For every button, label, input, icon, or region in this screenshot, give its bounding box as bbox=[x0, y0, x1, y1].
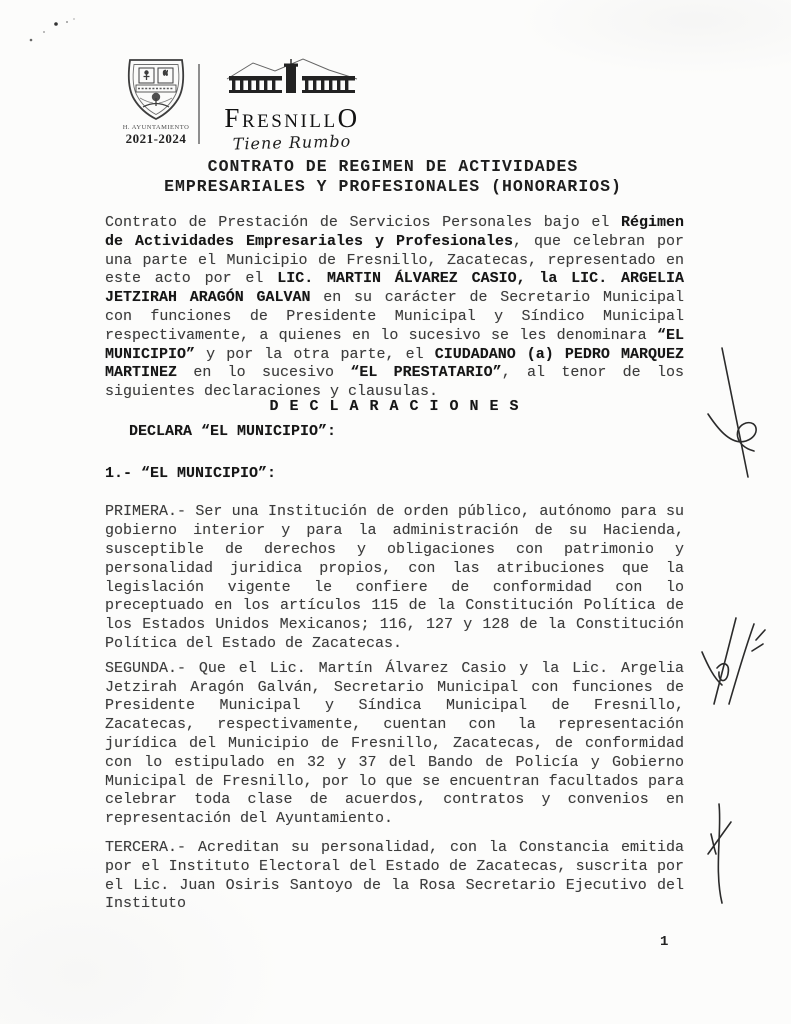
brand-tagline: Tiene Rumbo bbox=[232, 131, 352, 154]
document-body bbox=[105, 0, 684, 914]
title-line-1: CONTRATO DE REGIMEN DE ACTIVIDADES bbox=[207, 157, 579, 176]
el-prestatario-bold: “EL PRESTATARIO” bbox=[350, 364, 502, 382]
crest-period: 2021-2024 bbox=[125, 131, 187, 146]
tercera-paragraph: TERCERA.- Acreditan su personalidad, con la Constancia emitida por el Instituto Electoral del Estado de Zacatecas, suscrita por el Lic. Juan Osiris Santoyo de la Rosa Secretario Ejecutivo del Instituto bbox=[105, 838, 684, 913]
clause-1-heading: 1.- “EL MUNICIPIO”: bbox=[105, 464, 277, 482]
intro-text: Contrato de Prestación de Servicios Personales bajo el bbox=[105, 214, 621, 231]
brand-name-initial: F bbox=[224, 103, 242, 133]
regimen-bold: Régimen de Actividades Empresariales y Profesionales bbox=[105, 214, 684, 250]
primera-paragraph: PRIMERA.- Ser una Institución de orden público, autónomo para su gobierno interior y para la administración de su Hacienda, susceptible de derechos y obligaciones con patrimonio y personalidad juridica propios, con las atribuciones que la legislación vigente le confiere de conformidad con lo preceptuado en los artículos 115 de la Constitución Política de los Estados Unidos Mexicanos; 116, 127 y 128 de la Constitución Política del Estado de Zacatecas. bbox=[105, 503, 684, 652]
brand-name-final: O bbox=[337, 103, 360, 133]
declaraciones-heading: D E C L A R A C I O N E S bbox=[269, 397, 520, 415]
brand-name-mid: RESNILL bbox=[241, 111, 338, 132]
segunda-paragraph: SEGUNDA.- Que el Lic. Martín Álvarez Casio y la Lic. Argelia Jetzirah Aragón Galván, Secretario Municipal con funciones de Presidente Municipal y Síndica Municipal de Fresnillo, Zacatecas, respectivamente, cuentan con la representación jurídica del Municipio de Fresnillo, Zacatecas, de conformidad con lo estipulado en 32 y 37 del Bando de Policía y Gobierno Municipal de Fresnillo, por lo que se encuentran facultados para celebrar toda clase de acuerdos, contratos y convenios en representación del Ayuntamiento. bbox=[105, 659, 684, 828]
page-number: 1 bbox=[660, 934, 669, 950]
officials-names-bold: LIC. MARTIN ÁLVAREZ CASIO, la LIC. ARGELIA JETZIRAH ARAGÓN GALVAN bbox=[105, 270, 684, 307]
declara-municipio-heading: DECLARA “EL MUNICIPIO”: bbox=[129, 422, 337, 440]
ink-dots bbox=[0, 0, 110, 60]
pen-marks bbox=[672, 330, 791, 930]
el-municipio-bold: “EL MUNICIPIO” bbox=[105, 326, 684, 363]
title-line-2: EMPRESARIALES Y PROFESIONALES (HONORARIOS) bbox=[164, 177, 622, 196]
intro-paragraph: Contrato de Prestación de Servicios Personales bajo el Régimen de Actividades Empresariales y Profesionales, que celebran por una parte el Municipio de Fresnillo, Zacatecas, representado en este acto por el LIC. MARTIN ÁLVAREZ CASIO, la LIC. ARGELIA JETZIRAH ARAGÓN GALVAN en su carácter de Secretario Municipal con funciones de Presidente Municipal y Síndico Municipal respectivamente, a quienes en lo sucesivo se les denominara “EL MUNICIPIO” y por la otra parte, el CIUDADANO (a) PEDRO MARQUEZ MARTINEZ en lo sucesivo “EL PRESTATARIO”, al tenor de los siguientes declaraciones y clausulas. bbox=[105, 214, 684, 401]
ciudadano-name-bold: CIUDADANO (a) PEDRO MARQUEZ MARTINEZ bbox=[105, 345, 684, 382]
crest-caption: H. AYUNTAMIENTO bbox=[122, 124, 190, 131]
